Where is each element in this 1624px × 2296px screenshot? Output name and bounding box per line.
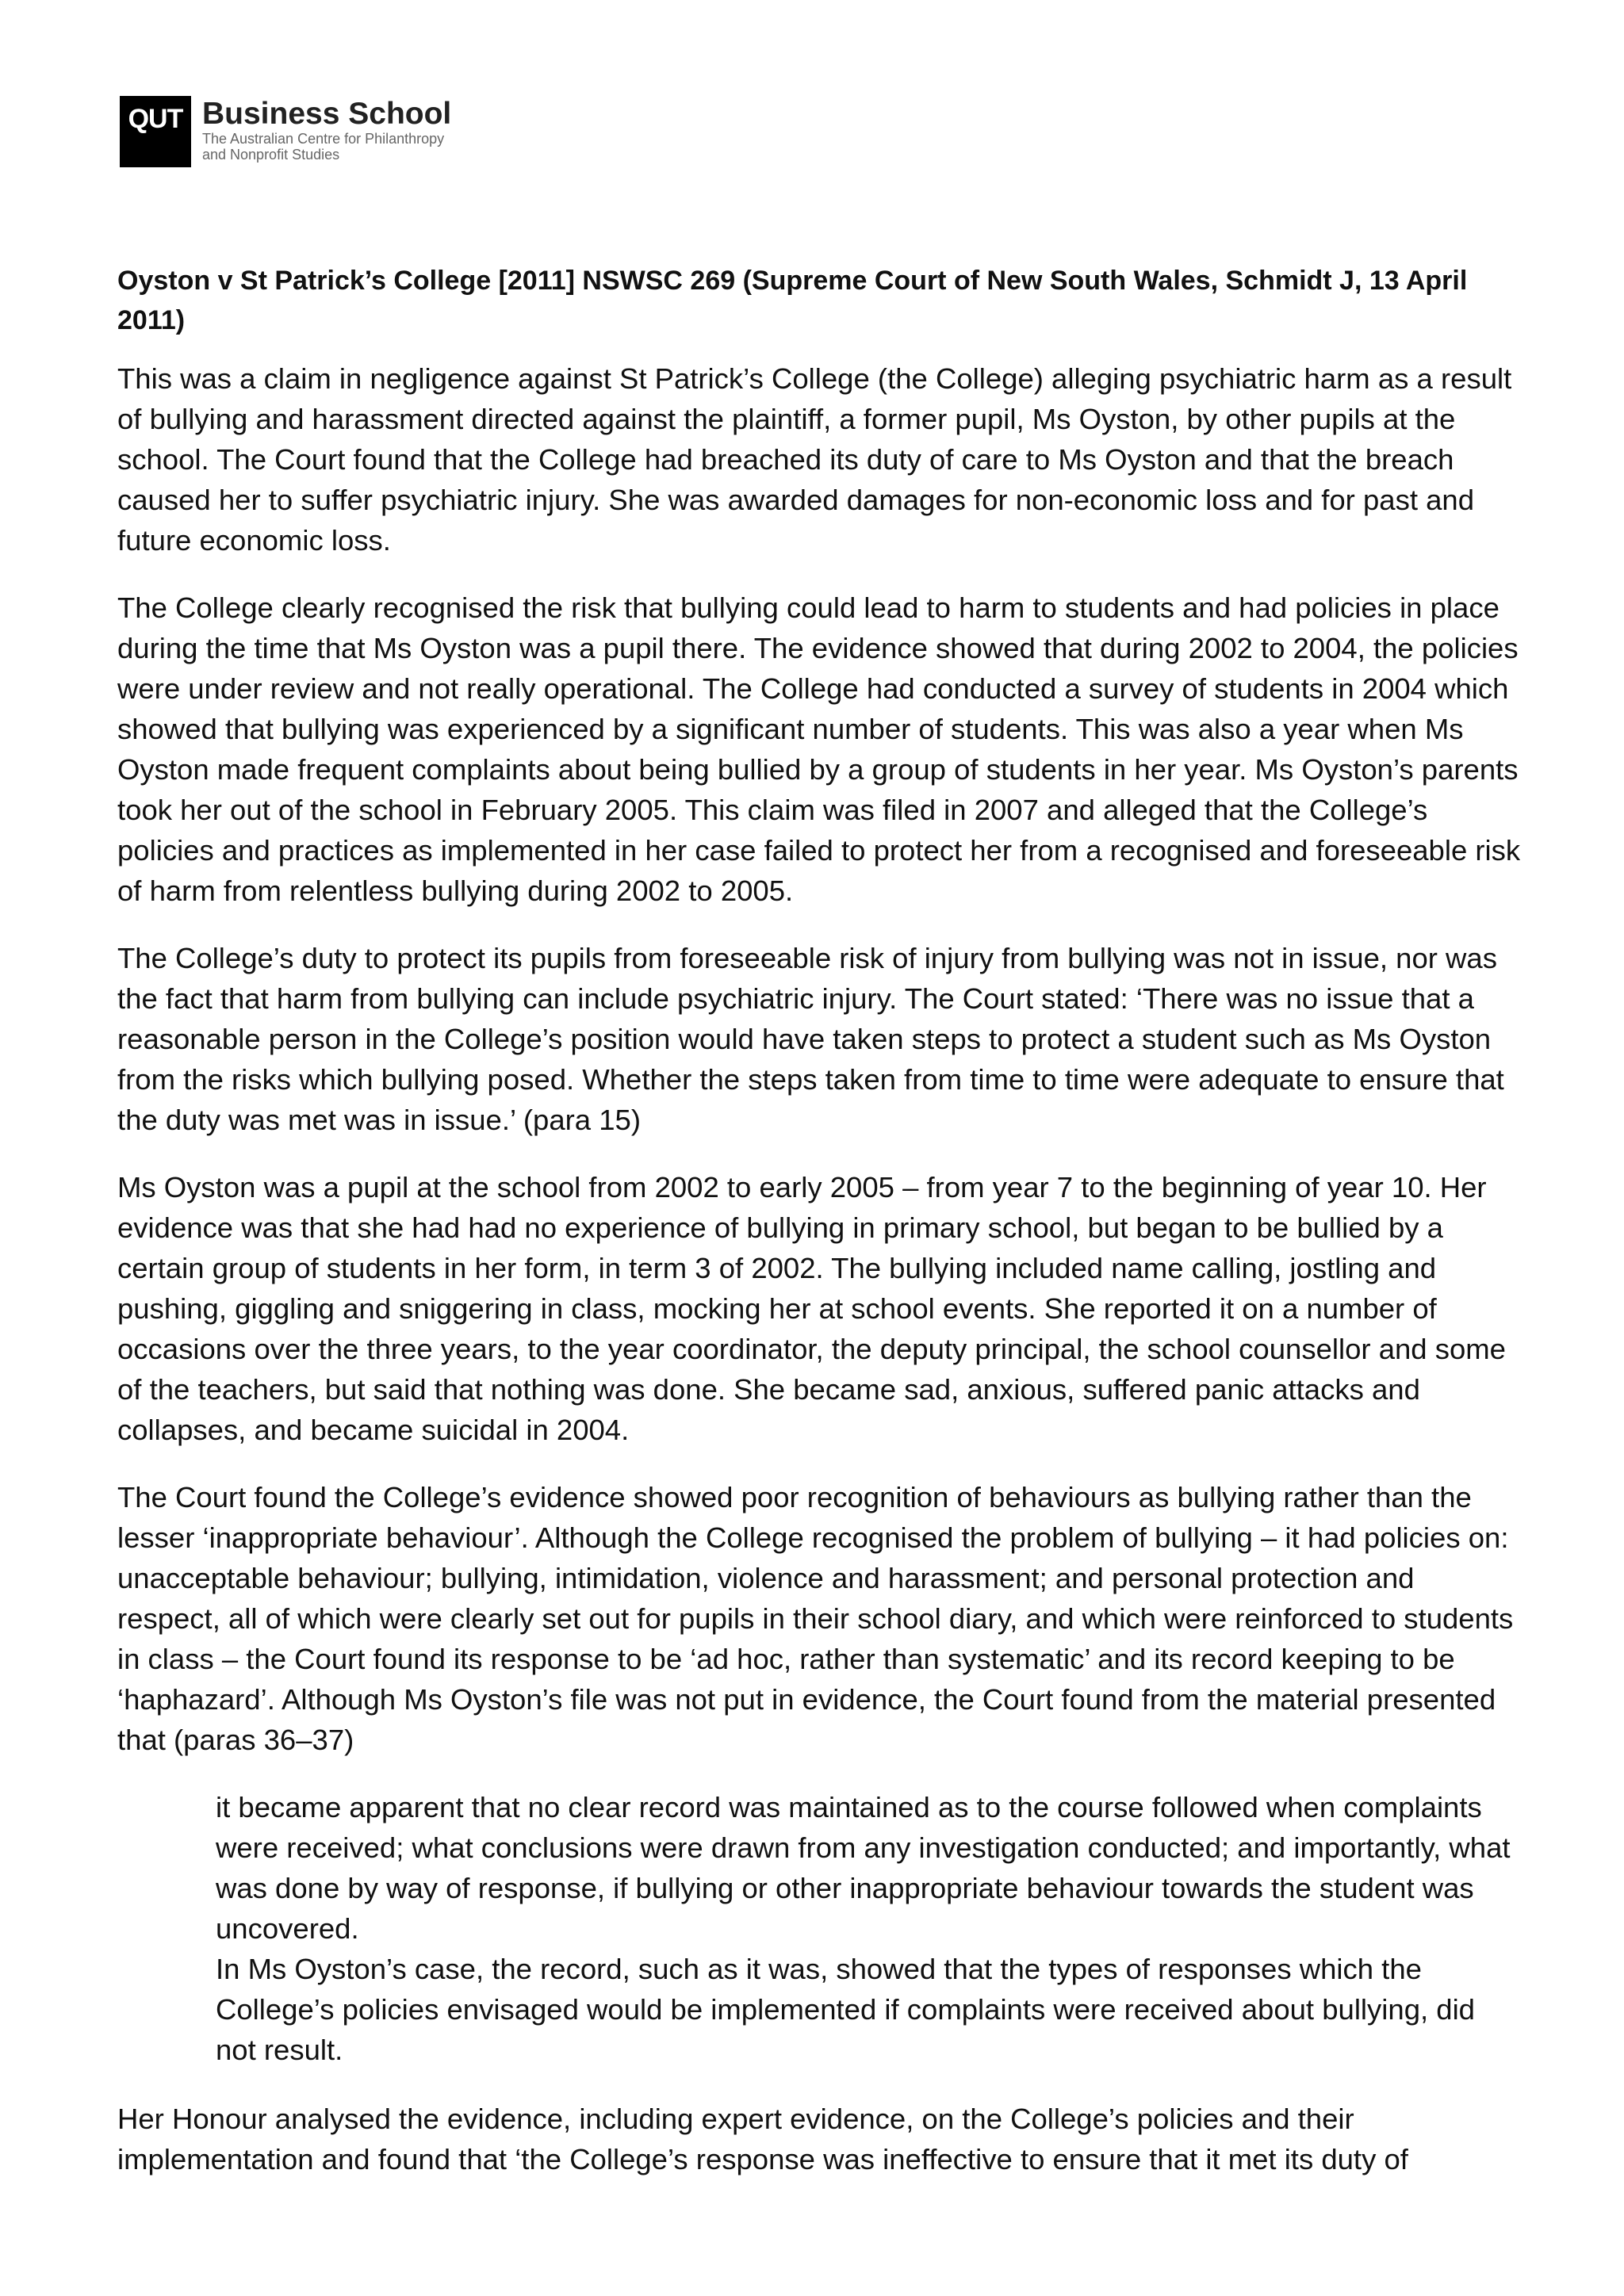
quote-paragraph-1: it became apparent that no clear record was maintained as to the course followed when complaints were received; what conclusions were drawn from any investigation conducted; and importantly, what was done by way of response, if bullying or other inappropriate behaviour towards the student was uncovered. <box>216 1791 1511 1945</box>
paragraph-4: Ms Oyston was a pupil at the school from 2002 to early 2005 – from year 7 to the beginning of year 10. Her evidence was that she had had no experience of bullying in primary school, but began to be bullied by a certain group of students in her form, in term 3 of 2002. The bullying included name calling, jostling and pushing, giggling and sniggering in class, mocking her at school events. She reported it on a number of occasions over the three years, to the year coordinator, the deputy principal, the school counsellor and some of the teachers, but said that nothing was done. She became sad, anxious, suffered panic attacks and collapses, and became suicidal in 2004. <box>117 1171 1506 1446</box>
quote-paragraph-2: In Ms Oyston’s case, the record, such as it was, showed that the types of responses which the College’s policies envisaged would be implemented if complaints were received about bullying, did not result. <box>216 1953 1475 2066</box>
case-title: Oyston v St Patrick’s College [2011] NSWSC 269 (Supreme Court of New South Wales, Schmidt J, 13 April 2011) <box>117 266 1468 335</box>
paragraph-2: The College clearly recognised the risk that bullying could lead to harm to students and had policies in place during the time that Ms Oyston was a pupil there. The evidence showed that during 2002 to 2004, the policies were under review and not really operational. The College had conducted a survey of students in 2004 which showed that bullying was experienced by a significant number of students. This was also a year when Ms Oyston made frequent complaints about being bullied by a group of students in her year. Ms Oyston’s parents took her out of the school in February 2005. This claim was filed in 2007 and alleged that the College’s policies and practices as implemented in her case failed to protect her from a recognised and foreseeable risk of harm from relentless bullying during 2002 to 2005. <box>117 591 1521 907</box>
paragraph-1: This was a claim in negligence against St Patrick’s College (the College) alleging psychiatric harm as a result of bullying and harassment directed against the plaintiff, a former pupil, Ms Oyston, by other pupils at the school. The Court found that the College had breached its duty of care to Ms Oyston and that the breach caused her to suffer psychiatric injury. She was awarded damages for non-economic loss and for past and future economic loss. <box>117 362 1512 557</box>
logo-subtitle-line-2: and Nonprofit Studies <box>202 147 340 163</box>
logo-subtitle-line-1: The Australian Centre for Philanthropy <box>202 131 445 147</box>
logo-title: Business School <box>202 97 452 131</box>
paragraph-5: The Court found the College’s evidence showed poor recognition of behaviours as bullying rather than the lesser ‘inappropriate behaviour’. Although the College recognised the problem of bullying – it had policies on: unacceptable behaviour; bullying, intimidation, violence and harassment; and personal protection and respect, all of which were clearly set out for pupils in their school diary, and which were reinforced to students in class – the Court found its response to be ‘ad hoc, rather than systematic’ and its record keeping to be ‘haphazard’. Although Ms Oyston’s file was not put in evidence, the Court found from the material presented that (paras 36–37) <box>117 1481 1514 1756</box>
paragraph-3: The College’s duty to protect its pupils from foreseeable risk of injury from bullying was not in issue, nor was the fact that harm from bullying can include psychiatric injury. The Court stated: ‘There was no issue that a reasonable person in the College’s position would have taken steps to protect a student such as Ms Oyston from the risks which bullying posed. Whether the steps taken from time to time were adequate to ensure that the duty was met was in issue.’ (para 15) <box>117 942 1504 1136</box>
closing-paragraph: Her Honour analysed the evidence, including expert evidence, on the College’s policies and their implementation and found that ‘the College’s response was ineffective to ensure that it met its duty of <box>117 2103 1408 2175</box>
qut-business-school-logo <box>120 96 451 167</box>
document-body <box>117 261 1521 2206</box>
logo-text-block <box>202 96 451 163</box>
court-quote-block <box>216 1787 1521 2070</box>
qut-logo-mark: QUT <box>120 96 191 167</box>
